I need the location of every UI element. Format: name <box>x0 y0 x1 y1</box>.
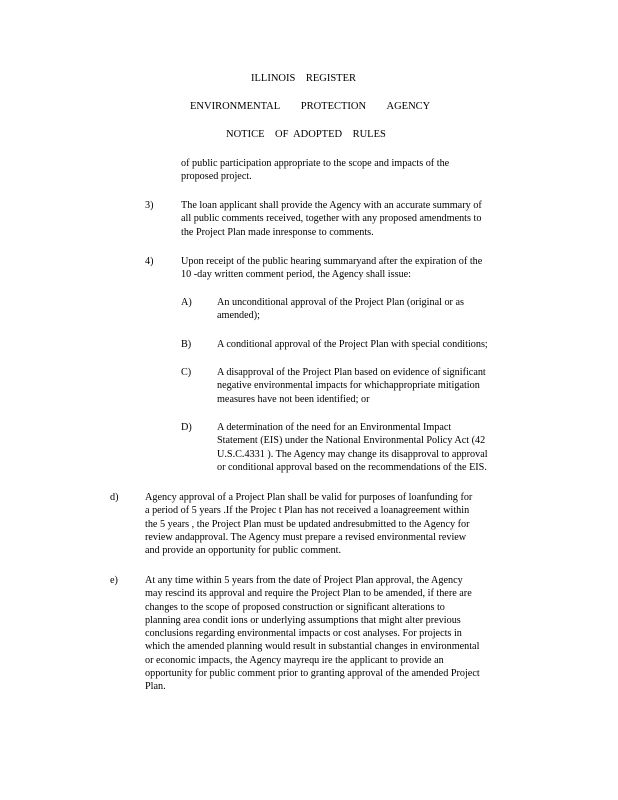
text-line: which the amended planning would result in substantial changes in environmental <box>145 641 480 653</box>
item-label-3: 3) <box>145 200 154 211</box>
text-line: planning area condit ions or underlying assumptions that might alter previous <box>145 614 461 626</box>
paragraph-e <box>145 574 533 694</box>
text-line: A determination of the need for an Environmental Impact <box>217 422 452 433</box>
text-line: and provide an opportunity for public comment. <box>145 545 342 557</box>
item-label-D: D) <box>181 422 192 433</box>
text-line: measures have not been identified; or <box>217 393 370 405</box>
item-label-4: 4) <box>145 256 154 267</box>
text-line: amended); <box>217 310 260 322</box>
text-line: conclusions regarding environmental impacts or cost analyses. For projects in <box>145 628 462 640</box>
text-line: may rescind its approval and require the Project Plan to be amended, if there are <box>145 588 472 600</box>
paragraph-3 <box>181 199 537 239</box>
paragraph-d <box>145 491 529 557</box>
paragraph-C <box>217 366 531 406</box>
text-line: Agency approval of a Project Plan shall be valid for purposes of loanfunding for <box>145 492 473 503</box>
header-notice: NOTICE OF ADOPTED RULES <box>226 129 386 140</box>
paragraph-D <box>217 421 533 474</box>
text-line: proposed project. <box>181 171 252 183</box>
text-line: changes to the scope of proposed construction or significant alterations to <box>145 601 445 613</box>
text-line: A disapproval of the Project Plan based on evidence of significant <box>217 367 486 378</box>
text-line: the 5 years , the Project Plan must be updated andresubmitted to the Agency for <box>145 518 470 530</box>
text-line: Plan. <box>145 681 166 693</box>
text-line: a period of 5 years .If the Projec t Plan has not received a loanagreement within <box>145 505 470 517</box>
paragraph-continuation <box>181 157 497 184</box>
text-line: opportunity for public comment prior to granting approval of the amended Project <box>145 668 480 680</box>
text-line: the Project Plan made inresponse to comments. <box>181 226 374 238</box>
header-agency: ENVIRONMENTAL PROTECTION AGENCY <box>190 101 431 112</box>
item-label-A: A) <box>181 297 192 308</box>
text-line: An unconditional approval of the Project Plan (original or as <box>217 297 464 308</box>
paragraph-4 <box>181 255 537 282</box>
text-line: U.S.C.4331 ). The Agency may change its disapproval to approval <box>217 448 488 460</box>
text-line: At any time within 5 years from the date of Project Plan approval, the Agency <box>145 575 463 586</box>
item-label-e: e) <box>110 575 118 586</box>
text-line: Statement (EIS) under the National Environmental Policy Act (42 <box>217 435 486 447</box>
text-line: negative environmental impacts for whichappropriate mitigation <box>217 380 480 392</box>
paragraph-B <box>217 338 531 351</box>
header-register: ILLINOIS REGISTER <box>251 73 356 84</box>
paragraph-A <box>217 296 531 323</box>
text-line: review andapproval. The Agency must prepare a revised environmental review <box>145 531 467 543</box>
item-label-d: d) <box>110 492 119 503</box>
text-line: A conditional approval of the Project Plan with special conditions; <box>217 339 488 350</box>
text-line: or economic impacts, the Agency mayrequ ire the applicant to provide an <box>145 654 444 666</box>
item-label-B: B) <box>181 339 192 350</box>
item-label-C: C) <box>181 367 192 378</box>
text-line: Upon receipt of the public hearing summaryand after the expiration of the <box>181 256 483 267</box>
text-line: of public participation appropriate to the scope and impacts of the <box>181 158 450 169</box>
text-line: or conditional approval based on the recommendations of the EIS. <box>217 461 487 473</box>
text-line: The loan applicant shall provide the Agency with an accurate summary of <box>181 200 482 211</box>
text-line: 10 -day written comment period, the Agency shall issue: <box>181 269 412 281</box>
text-line: all public comments received, together with any proposed amendments to <box>181 213 482 225</box>
